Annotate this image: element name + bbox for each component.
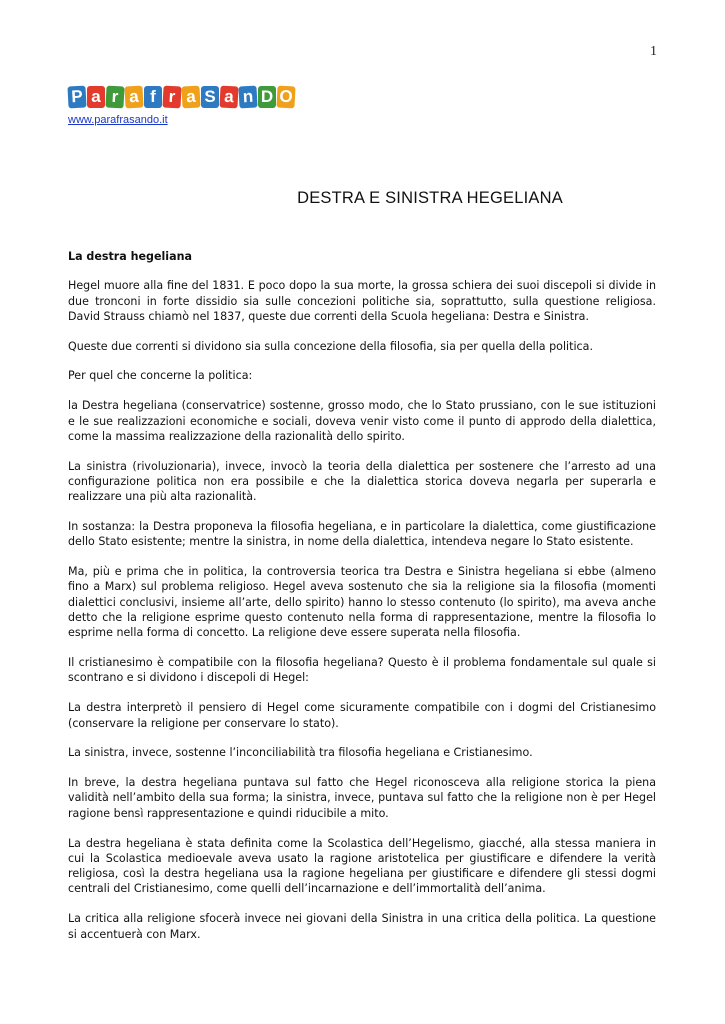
paragraph: La destra interpretò il pensiero di Hegel come sicuramente compatibile con i dogmi del Cristianesimo (conservare la religione per conservare lo stato). (68, 701, 656, 730)
paragraph: Queste due correnti si dividono sia sulla concezione della filosofia, sia per quella della politica. (68, 339, 593, 353)
logo-letter-tile: a (181, 86, 200, 109)
section-heading: La destra hegeliana (68, 250, 192, 263)
page-number: 1 (650, 44, 657, 59)
paragraph: La destra hegeliana è stata definita come la Scolastica dell’Hegelismo, giacché, alla stessa maniera in cui la Scolastica medioevale aveva usato la ragione aristotelica per giustificare e difendere la verità religiosa, così la destra hegeliana usa la ragione hegeliana per giustificare e difendere gli stessi dogmi centrali del Cristianesimo, come quelli dell’incarnazione e dell’immortalità dell’anima. (68, 836, 656, 896)
paragraph: In sostanza: la Destra proponeva la filosofia hegeliana, e in particolare la dialettica, come giustificazione dello Stato esistente; mentre la sinistra, in nome della dialettica, intendeva negare lo Stato esistente. (68, 520, 656, 549)
logo-letter-tile: D (258, 86, 276, 108)
logo-letter-tile: P (67, 86, 86, 109)
site-link[interactable]: www.parafrasando.it (68, 114, 168, 126)
paragraph: La sinistra (rivoluzionaria), invece, invocò la teoria della dialettica per sostenere che l’arresto ad una configurazione politica non era possibile e che la dialettica storica doveva negarla per superarla e realizzare una più alta razionalità. (68, 459, 656, 504)
paragraph: In breve, la destra hegeliana puntava sul fatto che Hegel riconosceva alla religione storica la piena validità nell’ambito della sua forma; la sinistra, invece, puntava sul fatto che la religione non è per Hegel ragione bensì rappresentazione e quindi riducibile a mito. (68, 776, 656, 820)
paragraph: La sinistra, invece, sostenne l’inconciliabilità tra filosofia hegeliana e Cristianesimo. (68, 746, 533, 760)
paragraph: Per quel che concerne la politica: (68, 369, 253, 383)
paragraph: La critica alla religione sfocerà invece nei giovani della Sinistra in una critica della politica. La questione si accentuerà con Marx. (68, 912, 656, 941)
logo-letter-tile: r (105, 86, 124, 109)
paragraph: Hegel muore alla fine del 1831. E poco dopo la sua morte, la grossa schiera dei suoi discepoli si divide in due tronconi in forte dissidio sia sulle concezioni politiche sia, soprattutto, sulla questione religiosa. David Strauss chiamò nel 1837, queste due correnti della Scuola hegeliana: Destra e Sinistra. (68, 279, 656, 323)
paragraph: Il cristianesimo è compatibile con la filosofia hegeliana? Questo è il problema fondamentale sul quale si scontrano e si dividono i discepoli di Hegel: (68, 656, 656, 685)
logo-letter-tile: n (238, 86, 257, 109)
logo-letter-tile: a (87, 86, 105, 108)
logo-letter-tile: a (124, 86, 143, 109)
logo-letter-tile: O (276, 86, 295, 109)
parafrasando-logo (68, 86, 295, 110)
logo-letter-tile: f (144, 86, 162, 108)
logo-letter-tile: S (201, 86, 219, 108)
page-title: DESTRA E SINISTRA HEGELIANA (297, 189, 563, 207)
logo-letter-tile: a (219, 86, 238, 109)
paragraph: Ma, più e prima che in politica, la controversia teorica tra Destra e Sinistra hegeliana si ebbe (almeno fino a Marx) sul problema religioso. Hegel aveva sostenuto che sia la religione sia la filosofia (momenti dialettici conclusivi, insieme all’arte, dello spirito) hanno lo stesso contenuto (lo spirito), ma aveva anche detto che la religione esprime questo contenuto nella forma di rappresentazione, mentre la filosofia lo esprime nella forma di concetto. La religione deve essere superata nella filosofia. (68, 565, 656, 640)
document-body (68, 249, 656, 942)
paragraph: la Destra hegeliana (conservatrice) sostenne, grosso modo, che lo Stato prussiano, con le sue istituzioni e le sue realizzazioni economiche e sociali, doveva venir visto come il punto di approdo della dialettica, come la massima realizzazione della razionalità dello spirito. (68, 399, 656, 443)
logo-letter-tile: r (162, 86, 181, 109)
